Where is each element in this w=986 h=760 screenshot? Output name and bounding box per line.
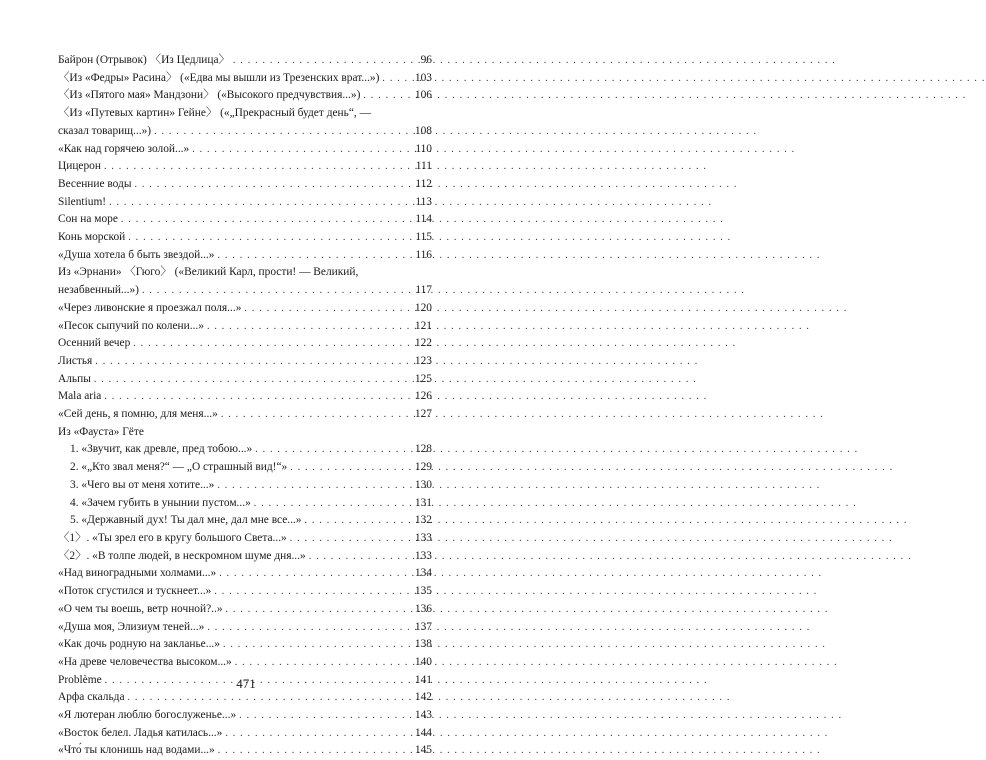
entry-title: «Душа хотела б быть звездой...»	[58, 248, 215, 261]
entry-page: 141	[414, 673, 432, 686]
leader-dots	[244, 300, 411, 318]
leader-dots	[154, 123, 412, 141]
entry-title: «Что́ ты клонишь над водами...»	[58, 744, 215, 757]
leader-dots	[290, 530, 412, 548]
entry-title: «На древе человечества высоком...»	[58, 655, 232, 668]
toc-entry-line: 〈Из «Путевых картин» Гейне〉 («„Прекрасный будет день“, —	[58, 107, 371, 120]
entry-title: «Через ливонские я проезжал поля...»	[58, 301, 242, 314]
toc-entry	[58, 158, 432, 176]
entry-page: 103	[414, 71, 432, 84]
entry-page: 140	[414, 655, 432, 668]
toc-entry	[58, 406, 432, 424]
leader-dots	[235, 654, 412, 672]
entry-page: 117	[415, 284, 432, 297]
entry-page: 128	[414, 443, 432, 456]
entry-page: 129	[414, 461, 432, 474]
entry-title: «Как над горячею золой...»	[58, 142, 190, 155]
entry-page: 131	[414, 496, 432, 509]
toc-entry-line: Из «Эрнани» 〈Гюго〉 («Великий Карл, прости! — Великий,	[58, 266, 359, 279]
entry-title: Silentium!	[58, 195, 107, 208]
leader-dots	[290, 459, 412, 477]
entry-page: 120	[414, 301, 432, 314]
toc-subentry	[58, 441, 432, 459]
entry-title: Problème	[58, 673, 102, 686]
leader-dots	[121, 211, 412, 229]
leader-dots	[305, 512, 412, 530]
entry-title: 1. «Звучит, как древле, пред тобою...»	[70, 443, 253, 456]
entry-title: 4. «Зачем губить в унынии пустом...»	[70, 496, 251, 509]
entry-title: «Сей день, я помню, для меня...»	[58, 408, 218, 421]
entry-page: 112	[415, 177, 432, 190]
toc-entry	[58, 742, 432, 760]
entry-page: 138	[414, 638, 432, 651]
leader-dots	[94, 371, 412, 389]
entry-title: «Песок сыпучий по колени...»	[58, 319, 204, 332]
entry-page: 137	[414, 620, 432, 633]
entry-page: 143	[414, 709, 432, 722]
entry-title: 2. «„Кто звал меня?“ — „О страшный вид!“»	[70, 461, 288, 474]
entry-title: Сон на море	[58, 213, 118, 226]
entry-page: 116	[415, 248, 432, 261]
entry-page: 96	[420, 54, 432, 66]
toc-entry	[58, 194, 432, 212]
leader-dots	[128, 229, 412, 247]
toc-subentry	[58, 477, 432, 495]
entry-page: 110	[415, 142, 432, 155]
entry-page: 133	[414, 549, 432, 562]
leader-dots	[104, 388, 412, 406]
entry-page: 145	[414, 744, 432, 757]
entry-page: 106	[414, 89, 432, 102]
leader-dots	[214, 583, 412, 601]
entry-title: 〈1〉. «Ты зрел его в кругу большого Света...»	[58, 531, 287, 544]
leader-dots	[225, 725, 412, 743]
entry-page: 136	[414, 602, 432, 615]
toc-entry	[58, 353, 432, 371]
entry-title: Альпы	[58, 372, 91, 385]
entry-title: Mala aria	[58, 390, 102, 403]
leader-dots	[217, 477, 412, 495]
leader-dots	[239, 707, 412, 725]
leader-dots	[207, 318, 412, 336]
leader-dots	[382, 70, 411, 88]
leader-dots	[142, 282, 412, 300]
section-heading: Из «Фауста» Гёте	[58, 425, 144, 438]
toc-entry	[58, 335, 432, 353]
entry-page: 126	[414, 390, 432, 403]
entry-title: Листья	[58, 354, 93, 367]
entry-page: 113	[415, 195, 432, 208]
entry-page: 115	[415, 231, 432, 244]
entry-page: 132	[414, 514, 432, 527]
entry-title: «Над виноградными холмами...»	[58, 567, 217, 580]
toc-entry	[58, 247, 432, 265]
entry-title-cont: сказал товарищ...»)	[58, 124, 152, 137]
toc-entry	[58, 70, 432, 88]
table-of-contents	[58, 52, 432, 760]
entry-page: 135	[414, 585, 432, 598]
page-number: 471	[236, 676, 256, 691]
leader-dots	[219, 565, 412, 583]
leader-dots	[254, 495, 412, 513]
toc-entry	[58, 601, 432, 619]
entry-title: Арфа скальда	[58, 691, 125, 704]
toc-entry	[58, 229, 432, 247]
entry-page: 133	[414, 531, 432, 544]
entry-title: 〈Из «Пятого мая» Мандзони〉 («Высокого предчувствия...»)	[58, 89, 361, 102]
toc-entry	[58, 548, 432, 566]
entry-title: Байрон (Отрывок) 〈Из Цедлица〉	[58, 54, 230, 66]
entry-title: «О чем ты воешь, ветр ночной?..»	[58, 602, 223, 615]
toc-entry	[58, 565, 432, 583]
toc-entry	[58, 176, 432, 194]
toc-entry	[58, 52, 432, 70]
toc-entry	[58, 388, 432, 406]
entry-page: 108	[414, 124, 432, 137]
entry-page: 134	[414, 567, 432, 580]
toc-entry	[58, 282, 432, 300]
entry-title: Осенний вечер	[58, 337, 131, 350]
entry-title-cont: незабвенный...»)	[58, 284, 139, 297]
toc-entry	[58, 583, 432, 601]
leader-dots	[309, 548, 412, 566]
entry-title: 〈2〉. «В толпе людей, в нескромном шуме дня...»	[58, 549, 306, 562]
toc-entry	[58, 211, 432, 229]
toc-entry	[58, 318, 432, 336]
toc-entry	[58, 87, 432, 105]
entry-page: 122	[414, 337, 432, 350]
entry-title: 5. «Державный дух! Ты дал мне, дал мне все...»	[70, 514, 302, 527]
toc-entry	[58, 530, 432, 548]
leader-dots	[255, 441, 412, 459]
leader-dots	[207, 619, 412, 637]
entry-page: 127	[414, 408, 432, 421]
toc-entry	[58, 619, 432, 637]
leader-dots	[226, 601, 412, 619]
entry-title: «Как дочь родную на закланье...»	[58, 638, 220, 651]
entry-title: Цицерон	[58, 160, 101, 173]
leader-dots	[104, 158, 413, 176]
toc-subentry	[58, 512, 432, 530]
entry-page: 123	[414, 354, 432, 367]
toc-entry	[58, 123, 432, 141]
toc-entry	[58, 141, 432, 159]
entry-title: Конь морской	[58, 231, 126, 244]
toc-entry	[58, 707, 432, 725]
entry-title: «Восток белел. Ладья катилась...»	[58, 726, 223, 739]
entry-title: «Душа моя, Элизиум теней...»	[58, 620, 205, 633]
entry-title: Весенние воды	[58, 177, 132, 190]
leader-dots	[95, 353, 412, 371]
toc-entry	[58, 725, 432, 743]
leader-dots	[192, 141, 412, 159]
leader-dots	[233, 52, 418, 70]
leader-dots	[223, 636, 412, 654]
toc-entry	[58, 300, 432, 318]
leader-dots	[135, 176, 413, 194]
leader-dots	[363, 87, 412, 105]
entry-page: 121	[414, 319, 432, 332]
toc-subentry	[58, 459, 432, 477]
entry-title: 〈Из «Федры» Расина〉 («Едва мы вышли из Трезенских врат...»)	[58, 71, 380, 84]
toc-entry	[58, 654, 432, 672]
entry-title: 3. «Чего вы от меня хотите...»	[70, 478, 215, 491]
toc-subentry	[58, 495, 432, 513]
entry-page: 142	[414, 691, 432, 704]
leader-dots	[109, 194, 412, 212]
entry-page: 144	[414, 726, 432, 739]
toc-entry	[58, 371, 432, 389]
entry-title: «Я лютеран люблю богослуженье...»	[58, 709, 237, 722]
leader-dots	[218, 742, 412, 760]
leader-dots	[221, 406, 412, 424]
leader-dots	[218, 247, 413, 265]
entry-page: 130	[414, 478, 432, 491]
entry-page: 114	[415, 213, 432, 226]
toc-entry	[58, 636, 432, 654]
entry-page: 125	[414, 372, 432, 385]
entry-page: 111	[415, 160, 432, 173]
entry-title: «Поток сгустился и тускнеет...»	[58, 585, 212, 598]
leader-dots	[133, 335, 412, 353]
